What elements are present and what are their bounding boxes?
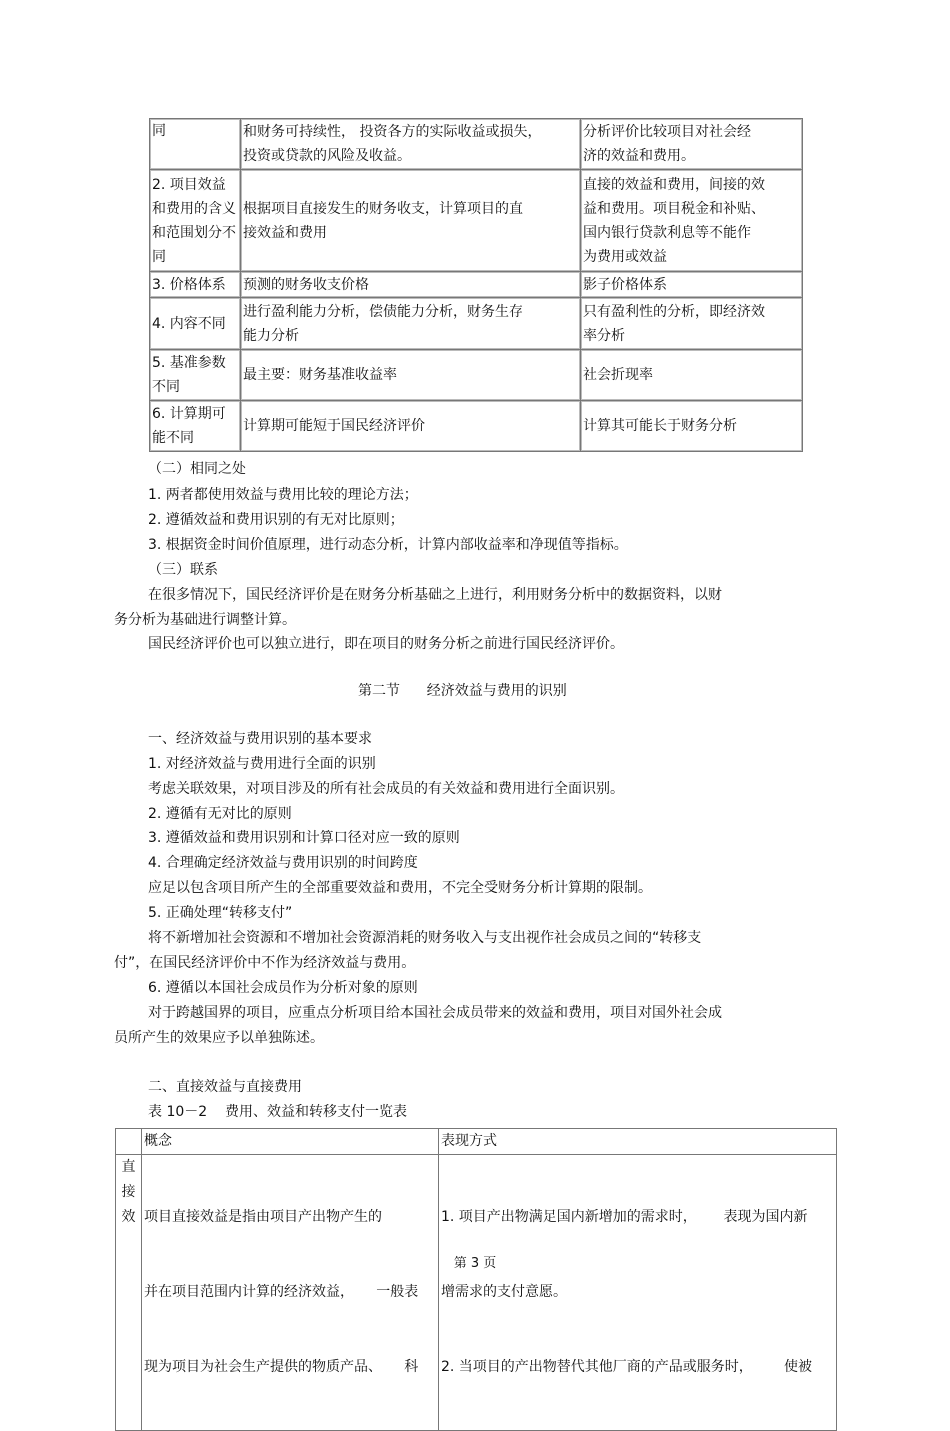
cost-benefit-table xyxy=(115,1128,837,1431)
cell-line: 能力分析 xyxy=(243,327,299,344)
row-label: 5. 基准参数不同 xyxy=(150,350,241,401)
financial-cell: 计算期可能短于国民经济评价 xyxy=(241,401,581,452)
economic-cell xyxy=(581,170,803,272)
paragraph: 应足以包含项目所产生的全部重要效益和费用，不完全受财务分析计算期的限制。 xyxy=(148,880,652,896)
paragraph: 在很多情况下，国民经济评价是在财务分析基础之上进行，利用财务分析中的数据资料，以财 xyxy=(148,587,722,603)
cell-line: 并在项目范围内计算的经济效益， 一般表 xyxy=(144,1284,419,1300)
paragraph: 3. 遵循效益和费用识别和计算口径对应一致的原则 xyxy=(148,830,460,846)
paragraph: 5. 正确处理“转移支付” xyxy=(148,905,293,921)
paragraph: 6. 遵循以本国社会成员作为分析对象的原则 xyxy=(148,980,418,996)
cell-line: 现为项目为社会生产提供的物质产品、 科 xyxy=(144,1359,419,1375)
cell-line: 增需求的支付意愿。 xyxy=(441,1284,567,1300)
cell-line: 国内银行贷款利息等不能作 xyxy=(583,224,751,241)
cell-line: 接效益和费用 xyxy=(243,224,327,241)
cell-line: 济的效益和费用。 xyxy=(583,148,695,164)
table-caption: 表 10－2 费用、效益和转移支付一览表 xyxy=(148,1104,407,1120)
header-form: 表现方式 xyxy=(439,1129,837,1155)
cell-line: 项目直接效益是指由项目产出物产生的 xyxy=(144,1209,382,1225)
cell-line: 2. 当项目的产出物替代其他厂商的产品或服务时， 使被 xyxy=(441,1359,812,1375)
cell-line: 率分析 xyxy=(583,327,625,344)
table-row xyxy=(150,119,803,170)
paragraph: 2. 遵循效益和费用识别的有无对比原则； xyxy=(148,512,404,528)
label-char: 直 xyxy=(121,1159,136,1175)
cell-line: 分析评价比较项目对社会经 xyxy=(583,124,751,140)
financial-cell xyxy=(241,298,581,350)
financial-cell xyxy=(241,119,581,170)
link-heading: （三）联系 xyxy=(148,562,218,578)
paragraph: 付”，在国民经济评价中不作为经济效益与费用。 xyxy=(114,955,416,971)
cell-line: 只有盈利性的分析，即经济效 xyxy=(583,303,765,320)
cell-line: 根据项目直接发生的财务收支，计算项目的直 xyxy=(243,200,523,217)
economic-cell xyxy=(581,119,803,170)
cell-line: 投资或贷款的风险及收益。 xyxy=(243,148,411,164)
paragraph: 将不新增加社会资源和不增加社会资源消耗的财务收入与支出视作社会成员之间的“转移支 xyxy=(148,930,702,946)
cell-line: 和财务可持续性， 投资各方的实际收益或损失， xyxy=(243,124,542,140)
subsection-heading: 二、直接效益与直接费用 xyxy=(148,1079,302,1095)
page-number: 第 3 页 xyxy=(453,1256,497,1271)
paragraph: 1. 两者都使用效益与费用比较的理论方法； xyxy=(148,487,418,503)
cell-line: 直接的效益和费用，间接的效 xyxy=(583,176,765,193)
table-header-row xyxy=(116,1129,837,1155)
label-char: 接 xyxy=(121,1184,136,1200)
paragraph: 1. 对经济效益与费用进行全面的识别 xyxy=(148,756,376,772)
header-concept: 概念 xyxy=(142,1129,439,1155)
paragraph: 4. 合理确定经济效益与费用识别的时间跨度 xyxy=(148,855,418,871)
paragraph: 考虑关联效果，对项目涉及的所有社会成员的有关效益和费用进行全面识别。 xyxy=(148,781,624,797)
cell-line: 为费用或效益 xyxy=(583,248,667,265)
table-row xyxy=(116,1155,837,1431)
row-label: 4. 内容不同 xyxy=(150,298,241,350)
table-row xyxy=(150,350,803,401)
cell-line: 益和费用。项目税金和补贴、 xyxy=(583,200,765,217)
financial-cell: 最主要：财务基准收益率 xyxy=(241,350,581,401)
economic-cell: 计算其可能长于财务分析 xyxy=(581,401,803,452)
comparison-table xyxy=(149,118,803,452)
table-row xyxy=(150,401,803,452)
cell-line: 1. 项目产出物满足国内新增加的需求时， 表现为国内新 xyxy=(441,1209,808,1225)
table-row xyxy=(150,272,803,298)
row-label: 2. 项目效益和费用的含义和范围划分不同 xyxy=(150,170,241,272)
label-char: 效 xyxy=(121,1209,136,1225)
economic-cell: 社会折现率 xyxy=(581,350,803,401)
section-title: 第二节 经济效益与费用的识别 xyxy=(358,683,567,699)
economic-cell xyxy=(581,298,803,350)
paragraph: 2. 遵循有无对比的原则 xyxy=(148,806,292,822)
empty-header-cell xyxy=(116,1129,142,1155)
row-label xyxy=(116,1155,142,1431)
concept-cell xyxy=(142,1155,439,1431)
row-label: 同 xyxy=(150,119,241,170)
paragraph: 国民经济评价也可以独立进行，即在项目的财务分析之前进行国民经济评价。 xyxy=(148,636,624,652)
same-heading: （二）相同之处 xyxy=(148,461,246,477)
paragraph: 务分析为基础进行调整计算。 xyxy=(114,612,296,628)
financial-cell: 预测的财务收支价格 xyxy=(241,272,581,298)
table-row xyxy=(150,298,803,350)
economic-cell: 影子价格体系 xyxy=(581,272,803,298)
paragraph: 对于跨越国界的项目，应重点分析项目给本国社会成员带来的效益和费用，项目对国外社会成 xyxy=(148,1005,722,1021)
paragraph: 员所产生的效果应予以单独陈述。 xyxy=(114,1030,324,1046)
cell-line: 进行盈利能力分析，偿债能力分析，财务生存 xyxy=(243,303,523,320)
subsection-heading: 一、经济效益与费用识别的基本要求 xyxy=(148,731,372,747)
table-row xyxy=(150,170,803,272)
row-label: 3. 价格体系 xyxy=(150,272,241,298)
paragraph: 3. 根据资金时间价值原理，进行动态分析，计算内部收益率和净现值等指标。 xyxy=(148,537,628,553)
financial-cell xyxy=(241,170,581,272)
row-label: 6. 计算期可能不同 xyxy=(150,401,241,452)
form-cell xyxy=(439,1155,837,1431)
